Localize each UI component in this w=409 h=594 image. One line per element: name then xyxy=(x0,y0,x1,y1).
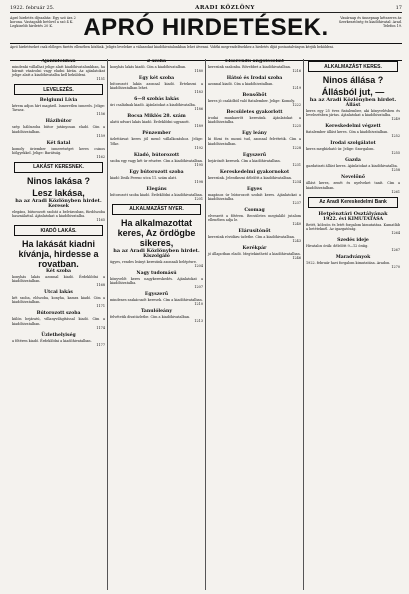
ad-number: 1219 xyxy=(292,86,301,91)
slogan-heading: Lesz lakása, xyxy=(32,187,85,198)
ad-number: 1162 xyxy=(96,154,105,159)
ad-number: 1156 xyxy=(96,112,105,117)
ad-text: két szoba, előszoba, konyha, kamra kiadó. Cím a kiadóhivatalban. xyxy=(12,296,105,305)
classified-ad xyxy=(110,59,203,73)
ad-heading: Egy két szoba xyxy=(138,76,175,82)
ad-heading: Kiadó, bútorozott xyxy=(133,152,180,158)
ad-heading: Irodai szolgálatot xyxy=(330,141,376,147)
ad-number: 1159 xyxy=(96,133,105,138)
classified-ad xyxy=(208,229,301,243)
ad-heading: Csomag xyxy=(244,208,265,214)
classified-ad xyxy=(306,141,400,155)
ad-number: 1165 xyxy=(96,218,105,223)
classified-ad xyxy=(306,217,400,235)
classified-ad xyxy=(208,187,301,205)
classified-ad xyxy=(12,141,105,159)
ad-heading: Keresek xyxy=(48,203,69,209)
ad-heading: Szedés ideje xyxy=(337,237,369,243)
ad-heading: Hátsó és Irodai szoba xyxy=(226,76,283,82)
ad-number: 1246 xyxy=(292,256,301,261)
ad-number: 1204 xyxy=(194,264,203,269)
ad-heading: Házibútor xyxy=(45,119,72,125)
ad-number: 1151 xyxy=(96,77,105,82)
ad-heading: Egyes xyxy=(247,186,262,192)
category-header: LAKÁST KERESNEK. xyxy=(14,162,103,173)
ad-number: 1195 xyxy=(194,162,203,167)
ad-heading: Elsőrendű angolosokat xyxy=(224,59,285,64)
ad-number: 1171 xyxy=(96,304,105,309)
ad-text: keresünk. Jelentkezni délelőtt a kiadóhivatalban. xyxy=(208,175,292,180)
ad-text: jó állapotban eladó. Megtekinthető a kiadóhivatalban. xyxy=(208,252,301,257)
ad-number: 1183 xyxy=(194,90,203,95)
ad-number: 1234 xyxy=(292,179,301,184)
classified-ad xyxy=(208,131,301,149)
newspaper-page xyxy=(10,4,402,590)
slogan-subline: Hetpénztári Osztályának xyxy=(318,210,388,217)
category-header: Az Aradi Kereskedelmi Bank xyxy=(308,197,398,208)
ad-number: 1243 xyxy=(292,239,301,244)
ad-number: 1231 xyxy=(292,162,301,167)
slogan-subline: ha az Aradi Közlönyben hirdet. xyxy=(309,97,397,103)
publication-name: ARADI KÖZLÖNY xyxy=(195,5,255,11)
classified-ad xyxy=(110,170,203,184)
ad-heading: Egy bútorozott szoba xyxy=(129,169,184,175)
ad-heading: Belgiumi Lívia xyxy=(39,98,78,104)
ad-heading: Két szoba xyxy=(46,269,71,275)
slogan-heading: Ha alkalmazottat keres, Az ördögbe sikeres, xyxy=(117,217,196,248)
ad-heading: Két fiatal xyxy=(46,140,71,146)
ad-heading: Pénzember xyxy=(142,131,171,137)
ad-number: 1216 xyxy=(292,69,301,74)
office-note: Vasárnap és ünnepnap kétszeres ár. Szerkesztőség és kiadóhivatal: Arad. Telefon 19. xyxy=(338,16,402,29)
classified-ad xyxy=(12,290,105,308)
ad-text: állást keres, zenét és nyelveket tanít. Cím a kiadóhivatalban. xyxy=(306,181,400,190)
ad-number: 1201 xyxy=(194,196,203,201)
classified-ad xyxy=(208,93,301,107)
ad-text: ki főzni és mosni tud, azonnal felvétetik. Cím a kiadóhivatalban. xyxy=(208,137,301,146)
ad-heading: Egy leány xyxy=(242,131,267,137)
ad-heading: Maradványok xyxy=(335,254,371,260)
ad-text: elegáns, bútorozott szobát a belvárosban, fürdőszoba használattal. Ajánlatokat a kiadóhivatalba. xyxy=(12,209,105,218)
ad-text: Hivatalos órák: délelőtt 9—12 óráig. xyxy=(306,243,369,248)
ad-number: 1252 xyxy=(391,134,400,139)
classified-ad xyxy=(306,175,400,193)
classified-ad xyxy=(12,269,105,287)
ad-heading: Kiszolgáló xyxy=(143,253,170,259)
ad-text: a főtéren kiadó. Érdeklődni a kiadóhivatalban. xyxy=(12,338,92,343)
ad-text: mindenes szakácsnőt keresek. Cím a kiadóhivatalban. xyxy=(110,298,203,303)
ad-text: szép hálószoba bútor jutányosan eladó. Cím a kiadóhivatalban. xyxy=(12,125,105,134)
page-header xyxy=(10,4,402,13)
slogan-heading: Ninos állása ? xyxy=(322,75,384,85)
classified-ad xyxy=(12,333,105,347)
ad-heading: 6—8 szobás lakás xyxy=(134,97,179,103)
ad-number: 1264 xyxy=(391,230,400,235)
classified-ad xyxy=(208,170,301,184)
ad-number: 1267 xyxy=(391,247,400,252)
classified-ad xyxy=(12,204,105,222)
ad-heading: Nevelőnő xyxy=(341,175,365,181)
ad-number: 1240 xyxy=(292,222,301,227)
ad-text: mindenki vállalhat jelige alatt kiadóhivatalunkban, ha bármit vásárolni vagy eladni kíván. Az ajánlatokat jelige alatt a kiadóhivatalba kell beküldeni. xyxy=(12,65,105,78)
classified-ad xyxy=(208,76,301,90)
ad-column-3 xyxy=(206,59,304,590)
ad-text: magános úr bútorozott szobát keres. Ajánlatokat a kiadóhivatalba. xyxy=(208,192,301,201)
ad-number: 1207 xyxy=(194,285,203,290)
classified-ad xyxy=(12,59,105,81)
classified-ad xyxy=(110,309,203,323)
ad-text: kérem adjon hírt magáról. Ismeretlen ismerős. Jelige: Tavasz. xyxy=(12,104,105,113)
ad-number: 1255 xyxy=(391,151,400,156)
ad-heading: Becsületes gyakorlott xyxy=(226,110,283,116)
ad-text: Betét, kölcsön és letét forgalom kimutatása. Kamatláb a betéteknél. Az igazgatóság. xyxy=(306,222,400,231)
ad-text: komoly úriember ismeretséget keres csinos hölgyekkel. Jelige: Barátság. xyxy=(12,146,105,155)
ad-text: keresünk rövidáru üzletbe. Cím a kiadóhivatalban. xyxy=(208,235,295,240)
ad-text: bútorozott lakás azonnal kiadó. Értekezni a kiadóhivatalban lehet. xyxy=(110,82,203,91)
classified-ad xyxy=(12,98,105,116)
classified-ad xyxy=(110,131,203,149)
classified-ad xyxy=(306,124,400,138)
ad-heading: 1922. évi KIMUTATÁSA xyxy=(322,216,384,222)
pricing-note: Apró hirdetés díjszabás: Egy szó ára 2 korona. Vastagabb betűvel a szó 4 K. Legkisebb hirdetés 20 K. xyxy=(10,16,76,29)
ad-heading: Kerékpár xyxy=(242,246,267,252)
ad-number: 1213 xyxy=(194,319,203,324)
ad-number: 1225 xyxy=(292,124,301,129)
ad-text: konyhás lakás kiadó. Cím a kiadóhivatalban. xyxy=(110,65,187,69)
category-header: LEVELEZÉS. xyxy=(14,84,103,95)
ad-text: külön bejáratú, villanyvilágítással kiadó. Cím a kiadóhivatalban. xyxy=(12,317,105,326)
ad-heading: Állást xyxy=(345,103,361,108)
classified-ad xyxy=(12,311,105,329)
ad-number: 1249 xyxy=(391,117,400,122)
ad-heading: Elárusítónőt xyxy=(238,229,271,235)
ad-text: kiadó Deák Ferenc utca 11. szám alatt. xyxy=(110,175,178,180)
ad-number: 1222 xyxy=(292,103,301,108)
issue-date: 1922. február 25. xyxy=(10,5,55,11)
ad-heading: Bensőbőt xyxy=(242,93,267,99)
category-header: ALKALMAZÁST NYER. xyxy=(112,204,201,215)
ad-heading: Üzlethelyiség xyxy=(41,332,76,338)
ad-column-2 xyxy=(108,59,206,590)
classified-ad xyxy=(208,246,301,260)
slogan-subline: ha az Aradi Közlönyben hirdet. xyxy=(113,247,200,254)
ad-text: keres egy 25 éves fiatalember, aki könyvelésben és levelezésben jártas. Ajánlatokat a kiadóhivatalba. xyxy=(306,109,400,118)
page-number: 17 xyxy=(395,5,402,11)
ad-text: konyhás lakás azonnal kiadó. Érdeklődni a kiadóhivatalban. xyxy=(12,275,105,284)
ad-number: 1258 xyxy=(391,168,400,173)
ad-number: 1210 xyxy=(194,302,203,307)
ad-text: elveszett a főtéren. Becsületes megtaláló jutalom ellenében adja le. xyxy=(208,214,301,223)
ad-text: alatti udvari lakás kiadó. Érdeklődni ugyanott. xyxy=(110,120,190,125)
classified-ad xyxy=(208,110,301,128)
ad-heading: Egyszerű xyxy=(144,292,169,298)
ad-number: 1198 xyxy=(194,179,203,184)
category-header: KIADÓ LAKÁS. xyxy=(14,225,103,236)
ad-heading: Ajánlatokban xyxy=(41,59,76,64)
classifieds-banner xyxy=(10,13,402,44)
classified-ad xyxy=(110,292,203,306)
ad-text: keres megbízható úr. Jelige: Szorgalom. xyxy=(306,147,375,152)
slogan-heading: Ha lakását kiadni kívánja, hirdesse a rovatban. xyxy=(18,239,99,270)
ad-number: 1189 xyxy=(194,124,203,129)
classified-ad xyxy=(208,59,301,73)
ad-heading: Utcai lakás xyxy=(44,290,73,296)
section-title: APRÓ HIRDETÉSEK. xyxy=(83,14,329,41)
ad-columns xyxy=(10,59,402,590)
ad-text: keres jó családból való fiatalember. Jelige: Komoly. xyxy=(208,99,295,104)
ad-text: ügyes, rendes leányt keresünk azonnali belépésre. xyxy=(110,259,197,264)
ad-heading: Nagy tudomású xyxy=(136,271,177,277)
ad-number: 1174 xyxy=(96,325,105,330)
ad-number: 1180 xyxy=(194,69,203,74)
ad-number: 1237 xyxy=(292,201,301,206)
ad-text: könyvelőt keres nagykereskedés. Ajánlatokat a kiadóhivatalba. xyxy=(110,277,203,286)
ad-heading: Egyszerű xyxy=(242,152,267,158)
ad-number: 1186 xyxy=(194,107,203,112)
category-header: ALKALMAZÁST KERES. xyxy=(308,61,398,72)
classified-ad xyxy=(110,187,203,201)
ad-column-1 xyxy=(10,59,108,590)
classified-ad xyxy=(110,271,203,289)
ad-heading: Kereskedelmi végzett xyxy=(325,124,381,130)
ad-text: azonnal kiadó. Cím a kiadóhivatalban. xyxy=(208,82,274,87)
classified-ad xyxy=(208,208,301,226)
classified-ad xyxy=(306,158,400,172)
classified-ad xyxy=(306,238,400,252)
ad-text: úri családnak kiadó. Ajánlatokat a kiadóhivatalba. xyxy=(110,103,196,108)
slogan-subline: ha az Aradi Közlönyben hirdet. xyxy=(15,197,102,204)
ad-number: 1177 xyxy=(96,342,105,347)
ad-text: szoba egy vagy két úr részére. Cím a kiadóhivatalban. xyxy=(110,158,204,163)
ad-heading: Bocsa Miklós 28. szám xyxy=(127,114,186,120)
classified-ad xyxy=(306,255,400,269)
classified-ad xyxy=(110,114,203,128)
classified-ad xyxy=(208,153,301,167)
ad-heading: Elegáns xyxy=(146,186,167,192)
ad-text: felvétetik divatüzletbe. Cím a kiadóhivatalban. xyxy=(110,315,191,320)
ad-text: üzlettársat keres jól menő vállalkozáshoz. Jelige: Tőke. xyxy=(110,137,203,146)
ad-heading: Tanulóleány xyxy=(140,309,173,315)
ad-text: bejárónőt keresek. Cím a kiadóhivatalban. xyxy=(208,158,281,163)
classified-ad xyxy=(110,97,203,111)
ad-text: gazdatiszti állást keres. Ajánlatokat a kiadóhivatalba. xyxy=(306,164,398,169)
ad-text: 1922. február havi forgalom kimutatása. Aradon. xyxy=(306,260,391,265)
slogan-heading: Ninos lakása ? xyxy=(26,175,91,186)
ad-number: 1168 xyxy=(96,283,105,288)
ad-text: irodai munkaerőt keresünk. Ajánlatokat a kiadóhivatalba. xyxy=(208,116,301,125)
ad-heading: Bútorozott szoba xyxy=(36,311,81,317)
classified-ad xyxy=(110,254,203,268)
section-intro: Apró hirdetéseket csak előleges fizetés ellenében közlünk. Jeligés levelekre a válaszokat kiadóhivatalunkban lehet átvenni. Vidéki megrendelésekhez a hirdetés díját postautalványon kérjük beküldeni. xyxy=(10,44,402,61)
ad-text: fiatalember állást keres. Cím a kiadóhivatalban. xyxy=(306,130,389,135)
ad-heading: Kereskedelmi gyakornokot xyxy=(219,169,290,175)
ad-number: 1192 xyxy=(194,145,203,150)
ad-heading: Gazda xyxy=(345,158,361,164)
classified-ad xyxy=(110,153,203,167)
ad-number: 1261 xyxy=(391,189,400,194)
ad-number: 1228 xyxy=(292,145,301,150)
ad-text: bútorozott szoba kiadó. Érdeklődni a kiadóhivatalban. xyxy=(110,192,203,197)
ad-column-4 xyxy=(304,59,402,590)
ad-number: 1270 xyxy=(391,265,400,270)
ad-text: keresünk szalonba. Bővebbet a kiadóhivatalban. xyxy=(208,65,291,69)
ad-heading: 2 szoba xyxy=(146,59,167,64)
classified-ad xyxy=(306,103,400,121)
classified-ad xyxy=(12,119,105,137)
slogan-heading: Állásból jut, — xyxy=(321,87,385,97)
classified-ad xyxy=(110,76,203,94)
